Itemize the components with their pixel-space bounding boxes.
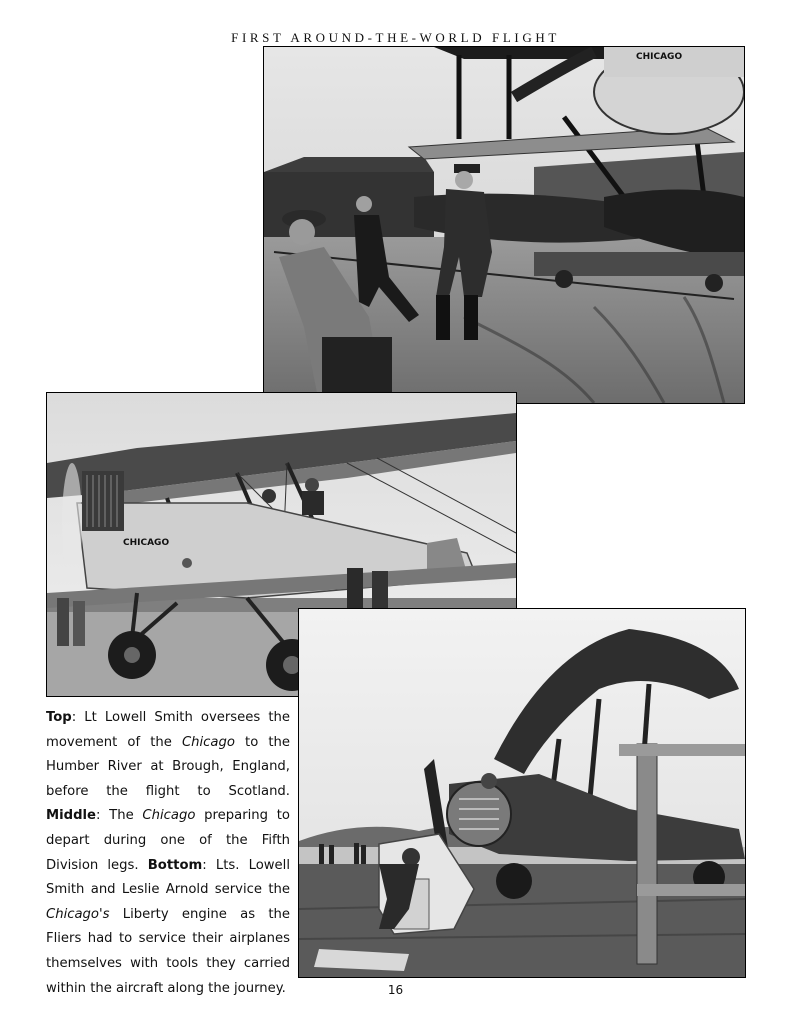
photo-middle-plane-label: CHICAGO <box>123 538 170 548</box>
caption-top-text-1: : Lt Lowell Smith oversees the movement of the <box>46 710 290 750</box>
photo-caption <box>46 706 290 1001</box>
photo-top-image <box>264 47 744 403</box>
caption-middle-label: Middle <box>46 808 96 824</box>
caption-bottom-label: Bottom <box>147 857 203 873</box>
page-number: 16 <box>387 983 404 997</box>
caption-bottom-text-2: Liberty engine as the Fliers had to service their airplanes themselves with tools they carried within the aircraft along the journey. <box>46 906 290 996</box>
caption-top-label: Top <box>46 710 72 725</box>
caption-middle-text-1: : The <box>96 808 143 824</box>
page-header-title: FIRST AROUND-THE-WORLD FLIGHT <box>231 30 560 45</box>
photo-top-plane-label: CHICAGO <box>636 52 683 62</box>
caption-middle-text-2: preparing to depart during one of the Fifth Division legs. <box>46 808 290 873</box>
caption-top-name: Chicago <box>181 734 235 750</box>
caption-bottom-name: Chicago's <box>46 906 110 922</box>
photo-bottom-image <box>299 609 745 977</box>
photo-bottom-engine-service <box>298 608 746 978</box>
photo-top-chicago-moved <box>263 46 745 404</box>
caption-bottom-text-1: : Lts. Lowell Smith and Leslie Arnold service the <box>46 857 290 898</box>
caption-middle-name: Chicago <box>142 808 196 824</box>
caption-top-text-2: to the Humber River at Brough, England, before the flight to Scotland. <box>46 734 291 799</box>
